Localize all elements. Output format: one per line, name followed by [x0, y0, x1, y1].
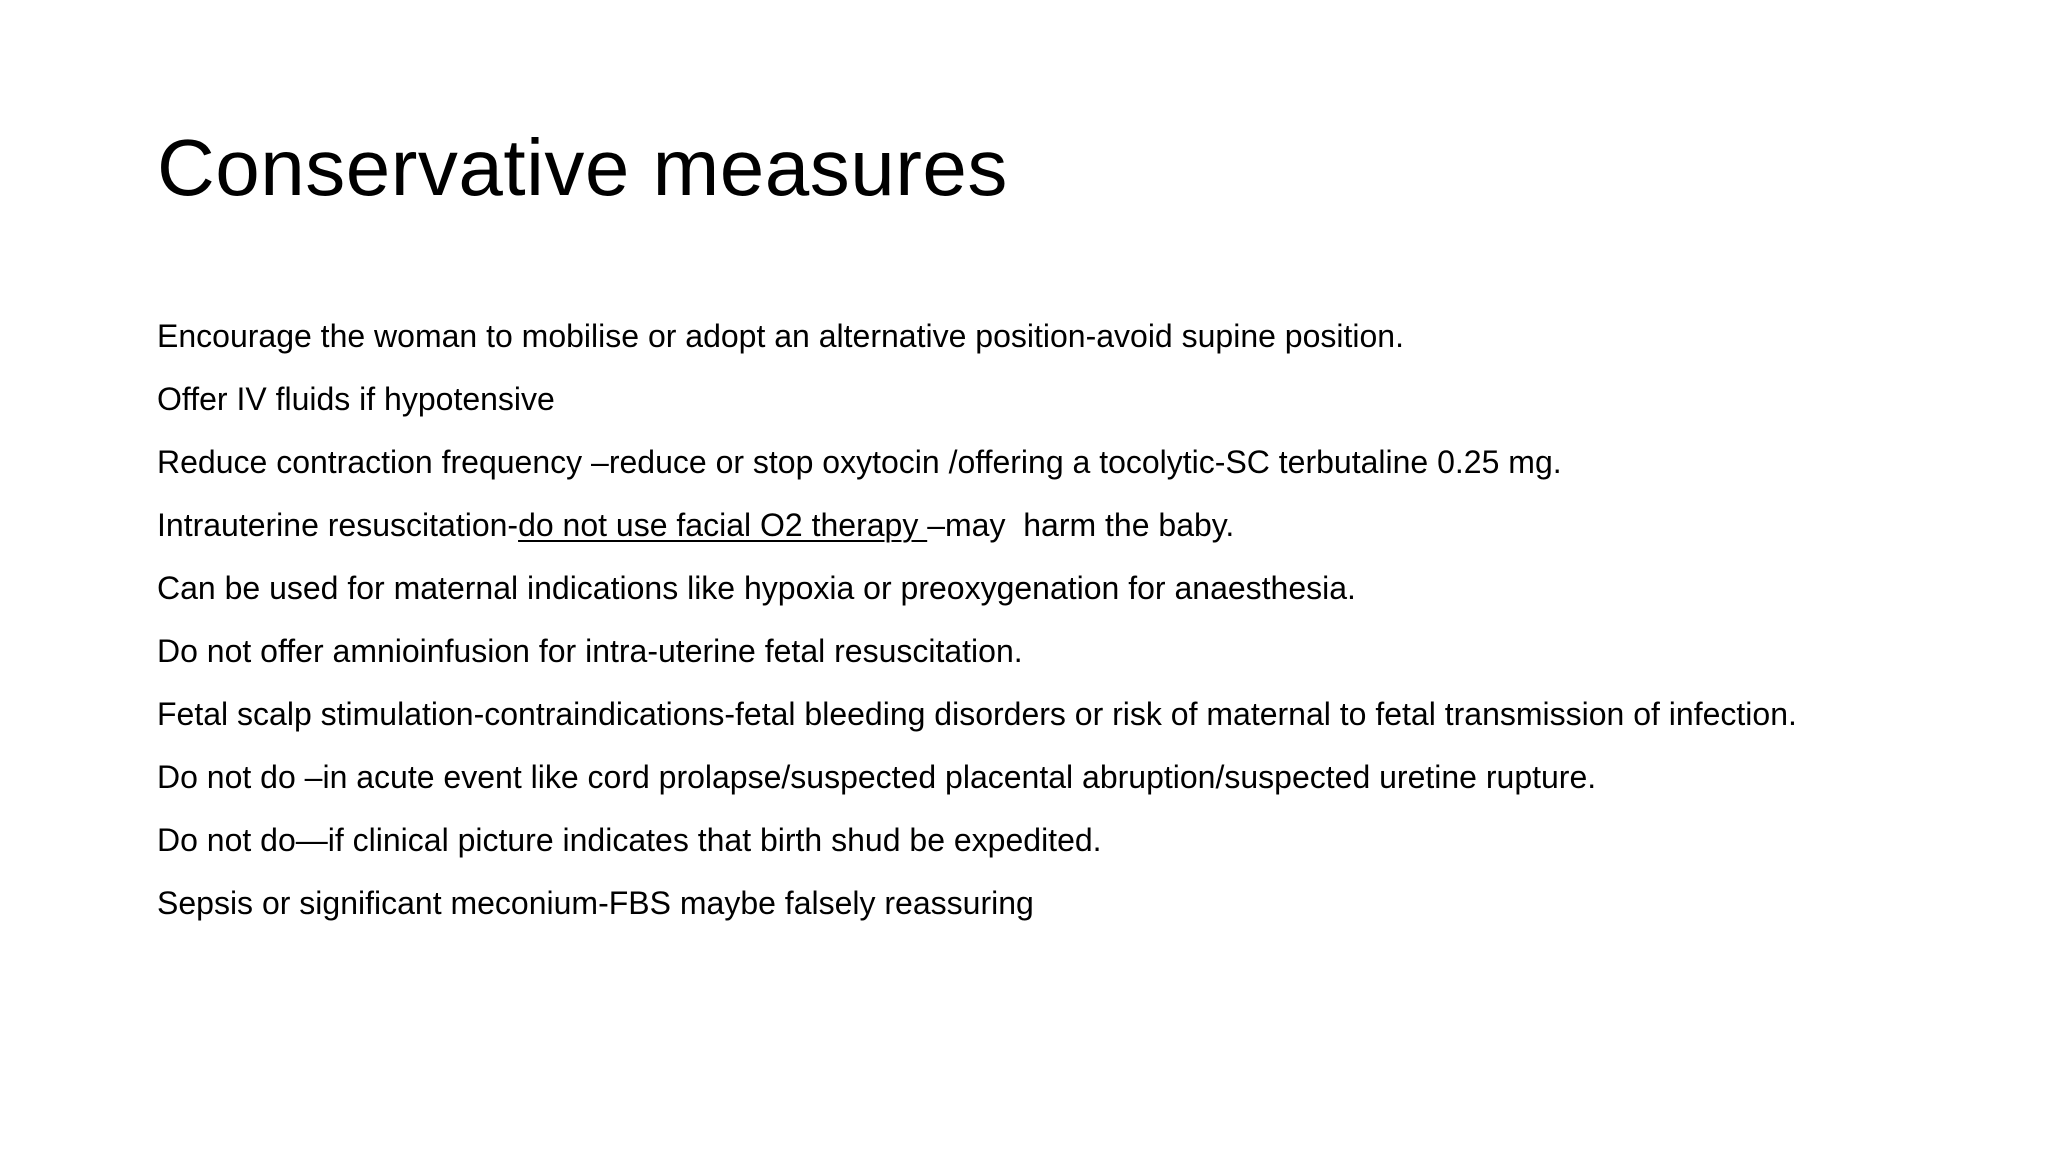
- bullet-list: [157, 315, 1897, 945]
- bullet-text-segment: –may harm the baby.: [927, 507, 1235, 543]
- bullet-item: Offer IV fluids if hypotensive: [157, 381, 555, 417]
- underlined-text: do not use facial O2 therapy: [518, 507, 928, 543]
- bullet-item: Encourage the woman to mobilise or adopt an alternative position-avoid supine position.: [157, 318, 1404, 354]
- bullet-text-segment: Intrauterine resuscitation-: [157, 507, 519, 543]
- bullet-item: [157, 504, 1897, 546]
- bullet-item: Do not do—if clinical picture indicates that birth shud be expedited.: [157, 822, 1102, 858]
- slide-title: Conservative measures: [157, 123, 1008, 212]
- bullet-item: Do not do –in acute event like cord prolapse/suspected placental abruption/suspected uretine rupture.: [157, 759, 1597, 795]
- bullet-item: Do not offer amnioinfusion for intra-uterine fetal resuscitation.: [157, 633, 1023, 669]
- bullet-item: Sepsis or significant meconium-FBS maybe falsely reassuring: [157, 885, 1034, 921]
- bullet-item: Reduce contraction frequency –reduce or stop oxytocin /offering a tocolytic-SC terbutaline 0.25 mg.: [157, 444, 1562, 480]
- bullet-item: Fetal scalp stimulation-contraindications-fetal bleeding disorders or risk of maternal to fetal transmission of infection.: [157, 696, 1797, 732]
- bullet-item: Can be used for maternal indications like hypoxia or preoxygenation for anaesthesia.: [157, 570, 1356, 606]
